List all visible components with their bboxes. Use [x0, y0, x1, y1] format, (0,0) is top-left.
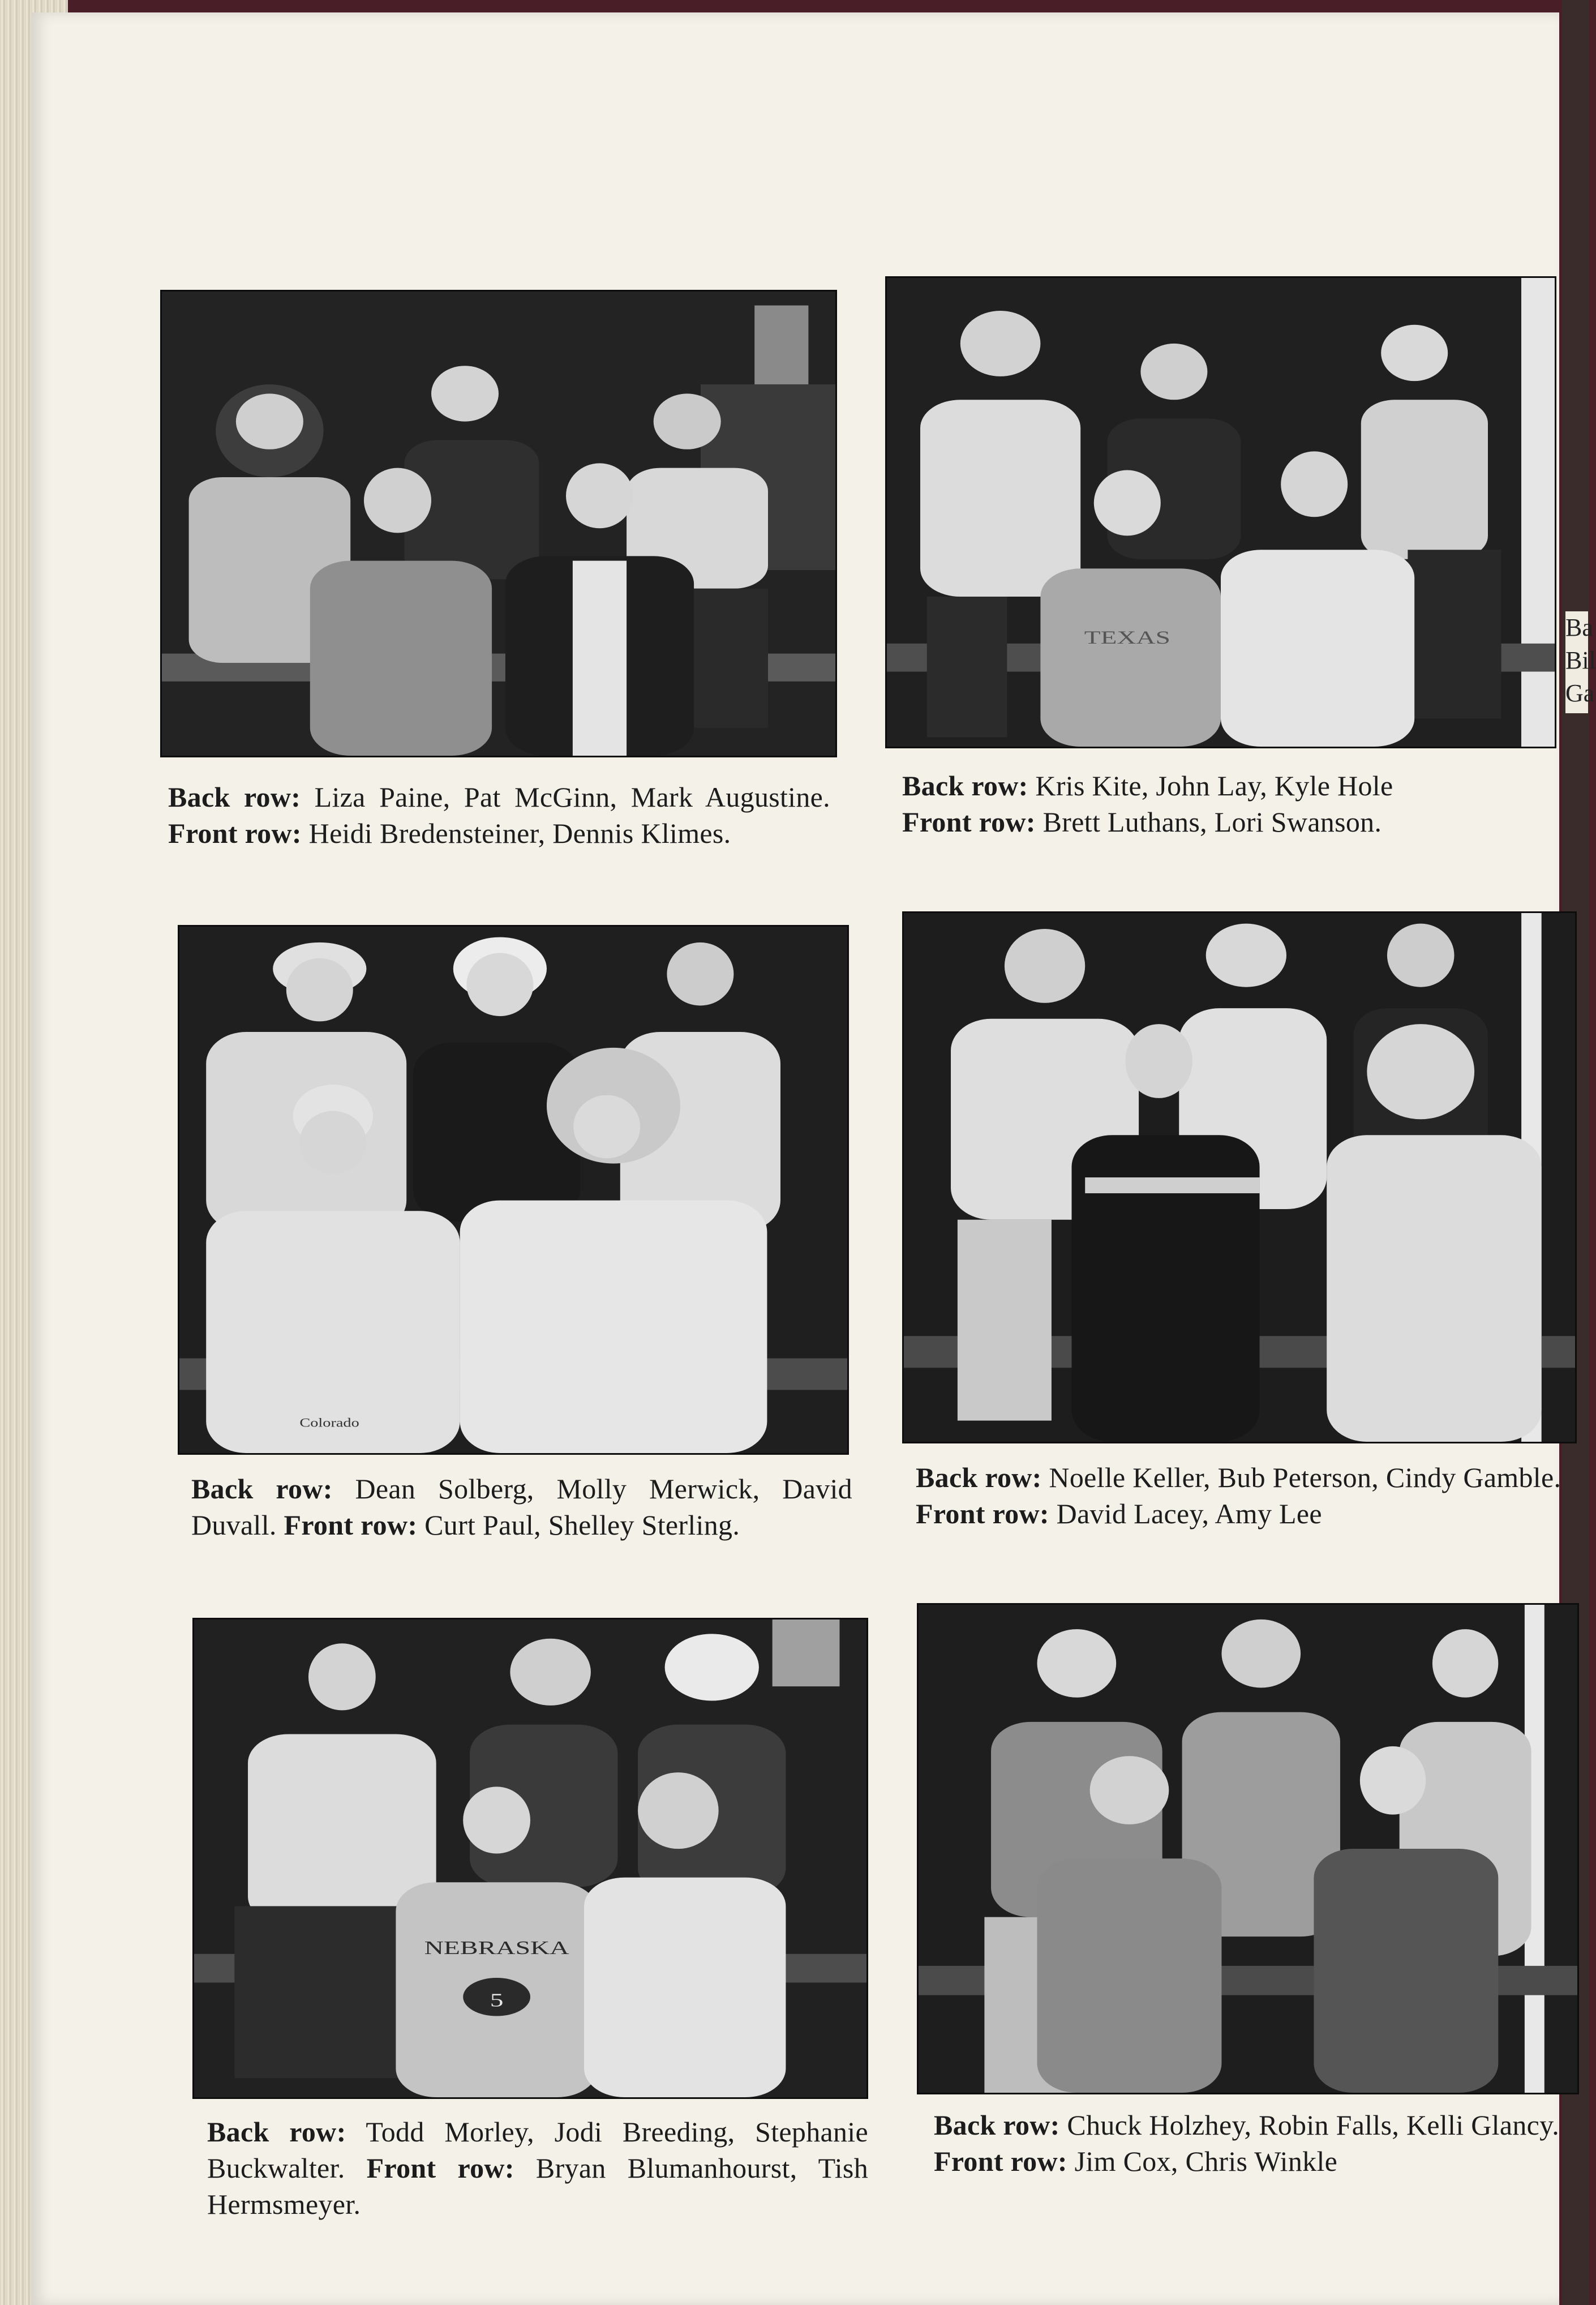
texas-shirt-text: TEXAS	[1084, 627, 1170, 648]
group-photo-2	[885, 276, 1556, 748]
back-row-names: Chuck Holzhey, Robin Falls, Kelli Glancy.	[1067, 2109, 1559, 2141]
caption-3	[191, 1471, 852, 1543]
caption-1	[168, 779, 830, 851]
back-row-label: Back row:	[934, 2109, 1060, 2141]
front-row-names: Heidi Bredensteiner, Dennis Klimes.	[308, 817, 731, 849]
back-row-label: Back row:	[168, 781, 301, 813]
front-row-label: Front row:	[366, 2152, 514, 2184]
caption-4	[916, 1459, 1578, 1532]
front-row-names: Curt Paul, Shelley Sterling.	[424, 1509, 740, 1541]
group-photo-1	[160, 290, 837, 757]
group-photo-6	[917, 1603, 1579, 2094]
back-row-names: Liza Paine, Pat McGinn, Mark Augustine.	[314, 781, 830, 813]
colorado-shirt-text: Colorado	[299, 1415, 359, 1430]
group-photo-3	[178, 925, 849, 1455]
front-row-label: Front row:	[934, 2145, 1067, 2177]
nebraska-number-text: 5	[490, 1989, 504, 2011]
front-row-names: Jim Cox, Chris Winkle	[1074, 2145, 1338, 2177]
back-row-names: Todd Morley, Jodi Breeding, Stephanie Buckwalter.	[207, 2116, 868, 2184]
back-row-label: Back row:	[191, 1473, 333, 1505]
group-photo-4	[902, 911, 1577, 1443]
front-row-label: Front row:	[168, 817, 302, 849]
back-row-names: Noelle Keller, Bub Peterson, Cindy Gamble.	[1049, 1462, 1561, 1493]
back-row-names: Kris Kite, John Lay, Kyle Hole	[1035, 770, 1393, 802]
back-row-names: Dean Solberg, Molly Merwick, David Duvall.	[191, 1473, 852, 1541]
front-row-label: Front row:	[284, 1509, 418, 1541]
front-row-label: Front row:	[902, 806, 1036, 838]
front-row-names: Brett Luthans, Lori Swanson.	[1042, 806, 1382, 838]
group-photo-5	[192, 1618, 868, 2099]
caption-5	[207, 2114, 868, 2222]
back-row-label: Back row:	[916, 1462, 1042, 1493]
front-row-names: Bryan Blumanhourst, Tish Hermsmeyer.	[207, 2152, 868, 2220]
back-row-label: Back row:	[207, 2116, 346, 2148]
adjacent-page-text: Ba Bil Ga	[1565, 611, 1588, 713]
front-row-label: Front row:	[916, 1498, 1049, 1529]
back-row-label: Back row:	[902, 770, 1028, 802]
front-row-names: David Lacey, Amy Lee	[1056, 1498, 1322, 1529]
nebraska-shirt-text: NEBRASKA	[424, 1936, 569, 1959]
caption-6	[934, 2107, 1568, 2179]
caption-2	[902, 768, 1559, 840]
